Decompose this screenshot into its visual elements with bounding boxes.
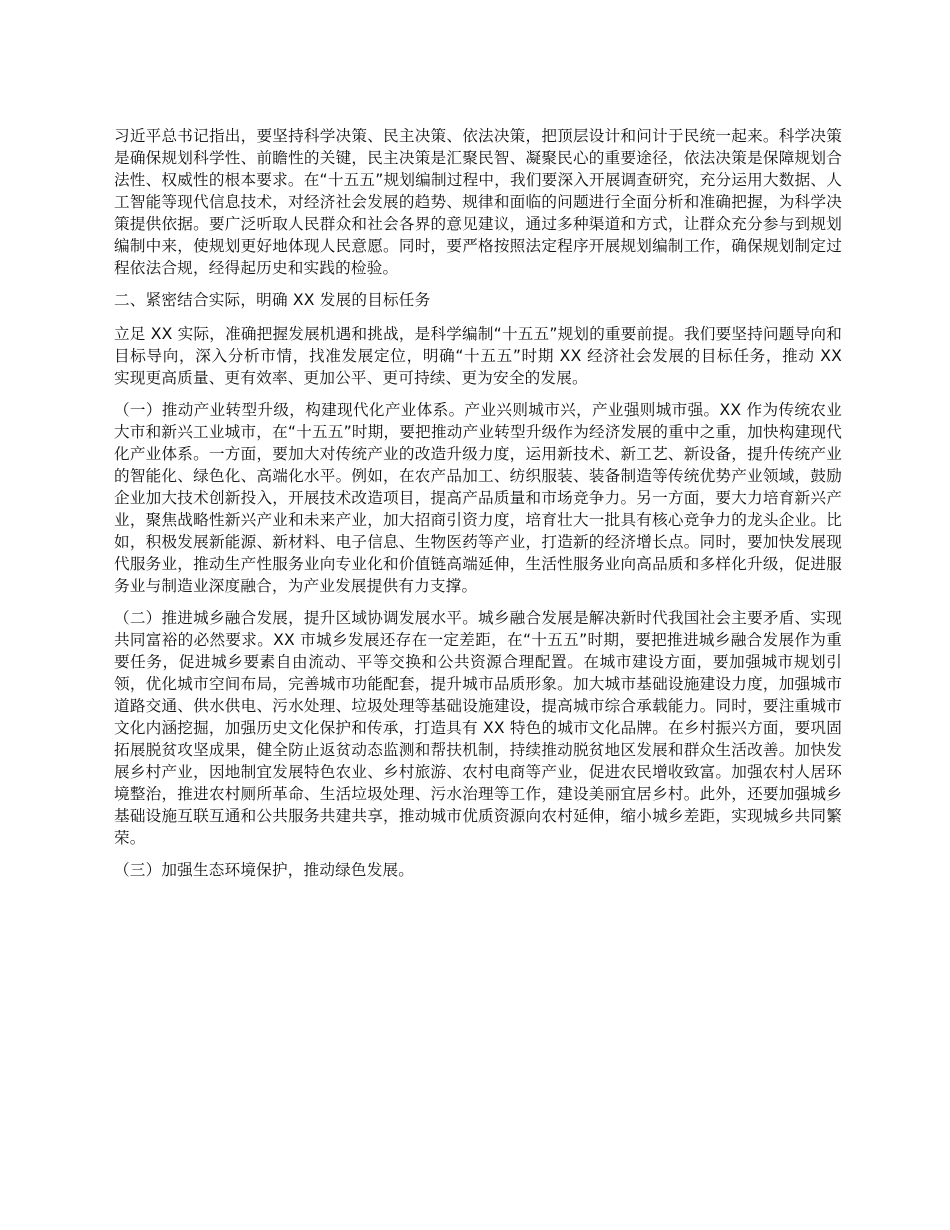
paragraph-urban-rural: （二）推进城乡融合发展，提升区域协调发展水平。城乡融合发展是解决新时代我国社会主要矛盾、实现共同富裕的必然要求。XX 市城乡发展还存在一定差距，在“十五五”时期，要把推进城乡融合发展作为重要任务，促进城乡要素自由流动、平等交换和公共资源合理配置。在城市建设方面，要加强城市规划引领，优化城市空间布局，完善城市功能配套，提升城市品质形象。加大城市基础设施建设力度，加强城市道路交通、供水供电、污水处理、垃圾处理等基础设施建设，提高城市综合承载能力。同时，要注重城市文化内涵挖掘，加强历史文化保护和传承，打造具有 XX 特色的城市文化品牌。在乡村振兴方面，要巩固拓展脱贫攻坚成果，健全防止返贫动态监测和帮扶机制，持续推动脱贫地区发展和群众生活改善。加快发展乡村产业，因地制宜发展特色农业、乡村旅游、农村电商等产业，促进农民增收致富。加强农村人居环境整治，推进农村厕所革命、生活垃圾处理、污水治理等工作，建设美丽宜居乡村。此外，还要加强城乡基础设施互联互通和公共服务共建共享，推动城市优质资源向农村延伸，缩小城乡差距，实现城乡共同繁荣。: [114, 609, 842, 847]
section-heading-two: 二、紧密结合实际，明确 XX 发展的目标任务: [114, 291, 431, 309]
paragraph-industry-upgrade: （一）推动产业转型升级，构建现代化产业体系。产业兴则城市兴，产业强则城市强。XX 作为传统农业大市和新兴工业城市，在“十五五”时期，要把推动产业转型升级作为经济发展的重中之重，加快构建现代化产业体系。一方面，要加大对传统产业的改造升级力度，运用新技术、新工艺、新设备，提升传统产业的智能化、绿色化、高端化水平。例如，在农产品加工、纺织服装、装备制造等传统优势产业领域，鼓励企业加大技术创新投入，开展技术改造项目，提高产品质量和市场竞争力。另一方面，要大力培育新兴产业，聚焦战略性新兴产业和未来产业，加大招商引资力度，培育壮大一批具有核心竞争力的龙头企业。比如，积极发展新能源、新材料、电子信息、生物医药等产业，打造新的经济增长点。同时，要加快发展现代服务业，推动生产性服务业向专业化和价值链高端延伸，生活性服务业向高品质和多样化升级，促进服务业与制造业深度融合，为产业发展提供有力支撑。: [114, 401, 842, 595]
paragraph-ecology-heading: （三）加强生态环境保护，推动绿色发展。: [114, 861, 415, 879]
document-body: [114, 125, 842, 891]
paragraph-section-intro: 立足 XX 实际，准确把握发展机遇和挑战，是科学编制“十五五”规划的重要前提。我们要坚持问题导向和目标导向，深入分析市情，找准发展定位，明确“十五五”时期 XX 经济社会发展的目标任务，推动 XX 实现更高质量、更有效率、更加公平、更可持续、更为安全的发展。: [114, 325, 842, 387]
paragraph-decision-making: 习近平总书记指出，要坚持科学决策、民主决策、依法决策，把顶层设计和问计于民统一起来。科学决策是确保规划科学性、前瞻性的关键，民主决策是汇聚民智、凝聚民心的重要途径，依法决策是保障规划合法性、权威性的根本要求。在“十五五”规划编制过程中，我们要深入开展调查研究，充分运用大数据、人工智能等现代信息技术，对经济社会发展的趋势、规律和面临的问题进行全面分析和准确把握，为科学决策提供依据。要广泛听取人民群众和社会各界的意见建议，通过多种渠道和方式，让群众充分参与到规划编制中来，使规划更好地体现人民意愿。同时，要严格按照法定程序开展规划编制工作，确保规划制定过程依法合规，经得起历史和实践的检验。: [114, 127, 842, 277]
